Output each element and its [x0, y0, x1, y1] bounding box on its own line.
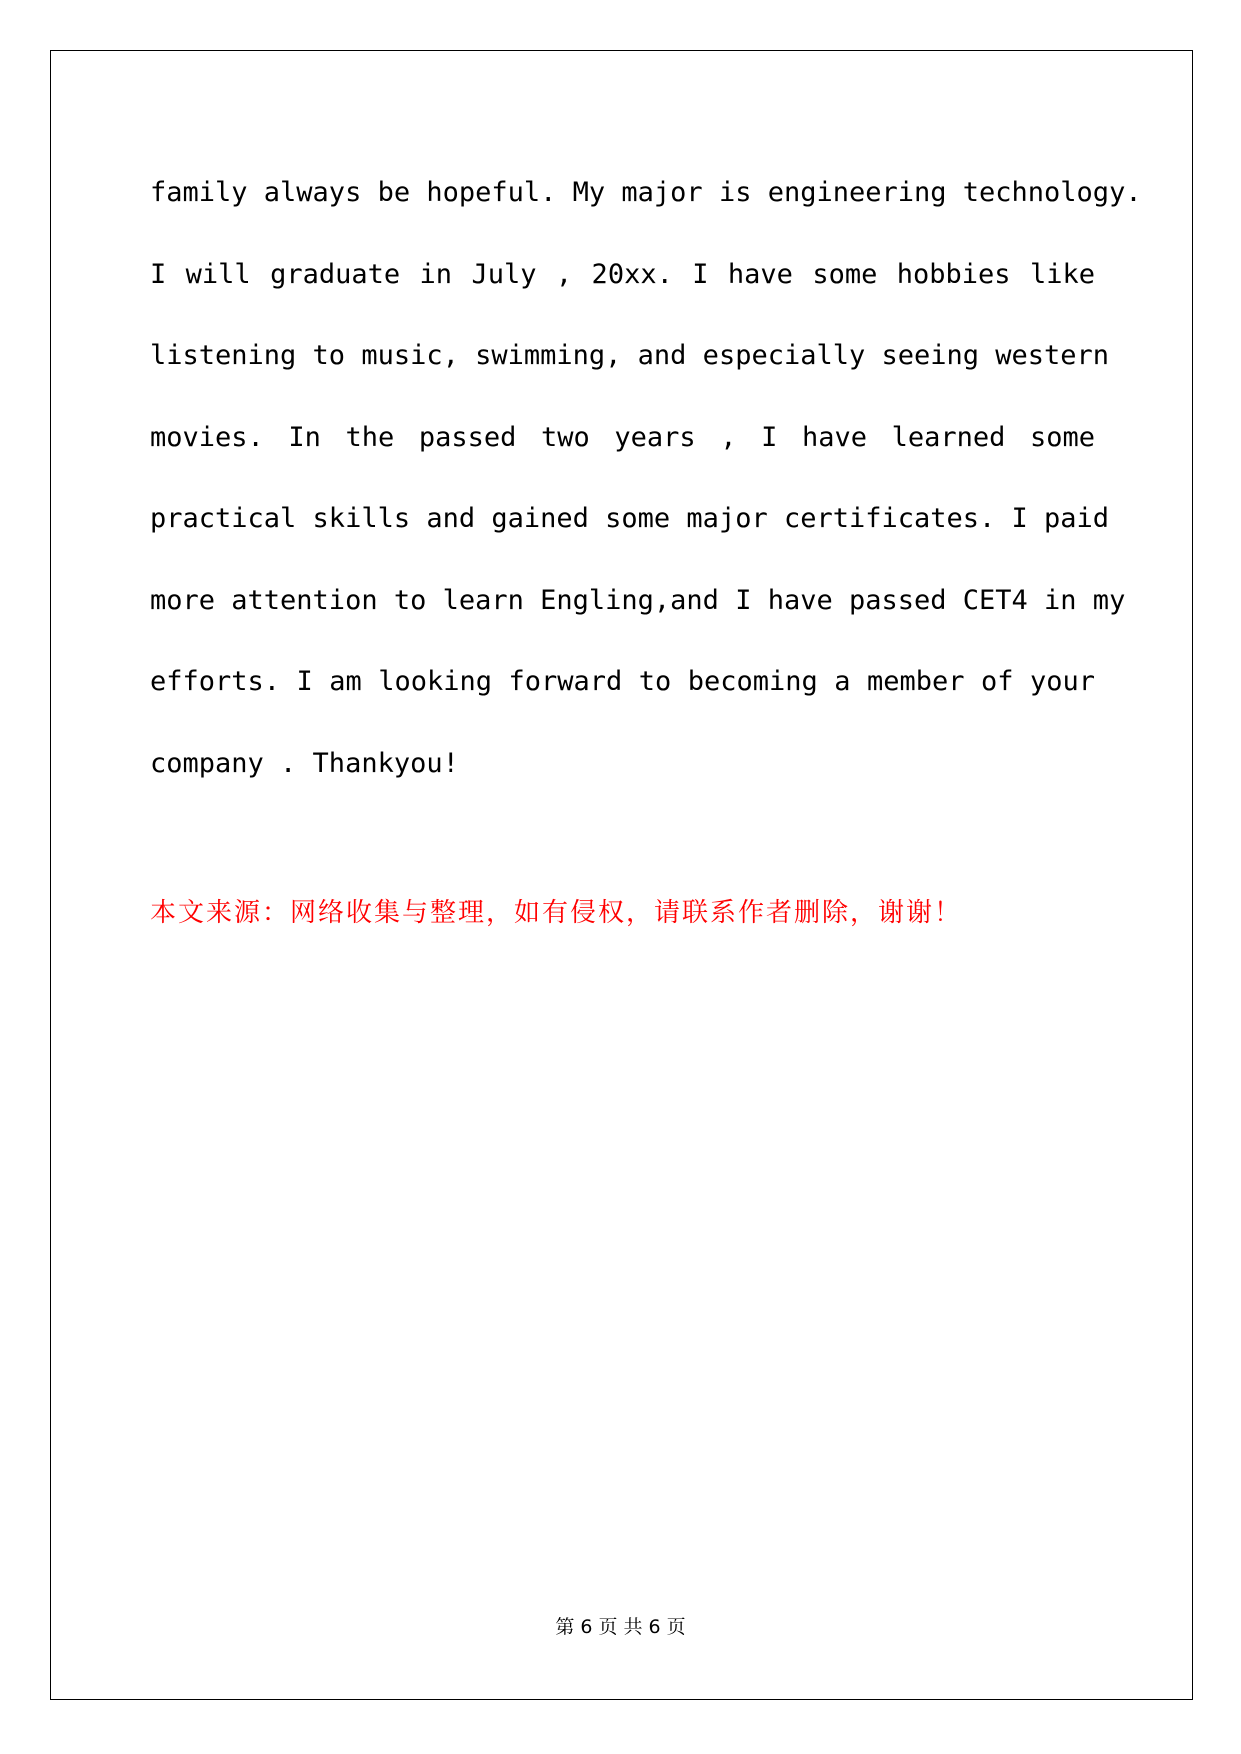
- body-line: family always be hopeful. My major is engineering technology.: [150, 177, 1142, 208]
- body-line: movies. In the passed two years , I have learned some: [150, 421, 1095, 453]
- source-note: 本文来源：网络收集与整理，如有侵权，请联系作者删除，谢谢！: [150, 898, 963, 928]
- body-line: listening to music, swimming, and especially seeing western: [150, 340, 1110, 371]
- body-line: practical skills and gained some major certificates. I paid: [150, 503, 1110, 534]
- body-line: I will graduate in July , 20xx. I have some hobbies like: [150, 258, 1095, 290]
- page-footer: 第 6 页 共 6 页: [555, 1616, 686, 1638]
- body-line: company . Thankyou!: [150, 747, 459, 779]
- body-line: efforts. I am looking forward to becoming a member of your: [150, 666, 1095, 697]
- body-line: more attention to learn Engling,and I have passed CET4 in my: [150, 584, 1126, 616]
- body-text: [150, 158, 1142, 810]
